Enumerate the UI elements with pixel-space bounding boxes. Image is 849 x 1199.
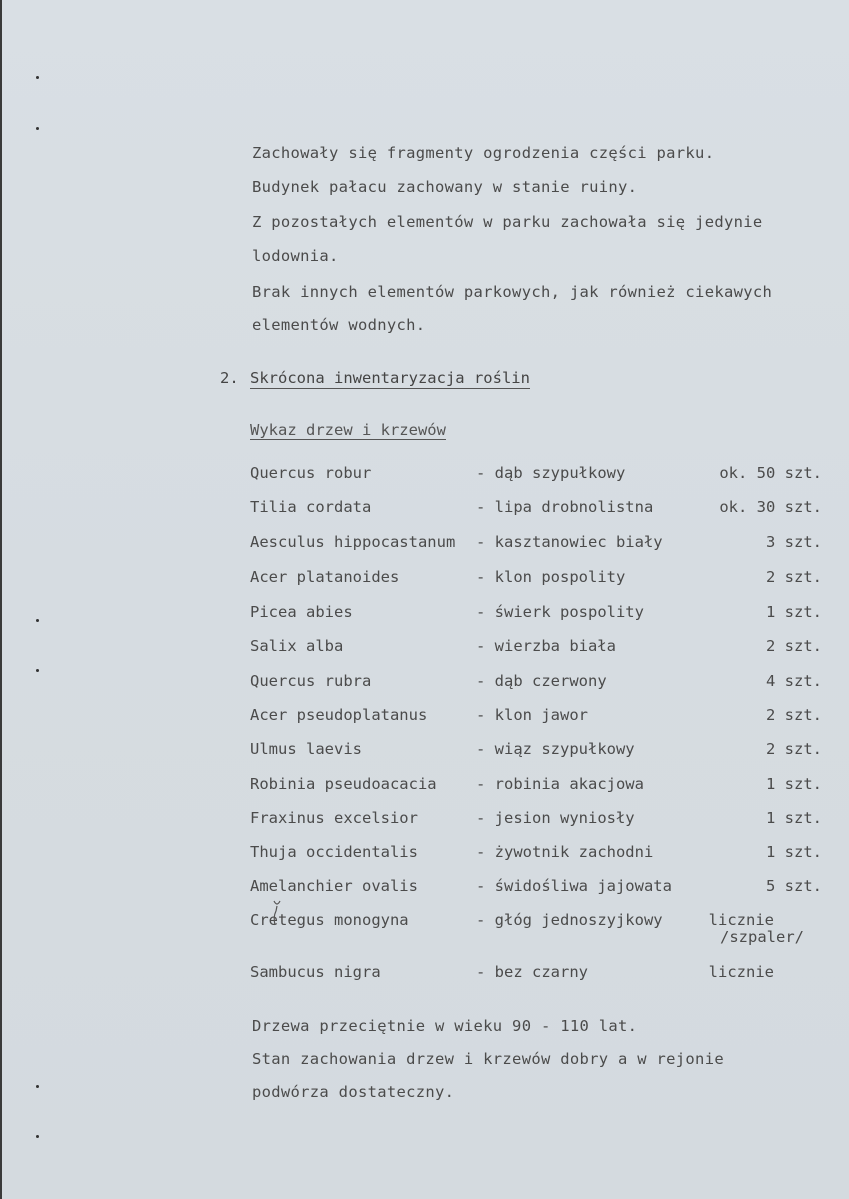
plant-quantity: 2 szt. [766, 637, 822, 655]
plant-latin-name: Picea abies [250, 603, 353, 621]
plant-polish-name: - głóg jednoszyjkowy [476, 911, 663, 929]
plant-latin-name: Ulmus laevis [250, 740, 362, 758]
plant-polish-name: - kasztanowiec biały [476, 533, 663, 551]
plant-row [250, 568, 830, 590]
plant-latin-name: Quercus rubra [250, 672, 372, 690]
plant-latin-name: Sambucus nigra [250, 963, 381, 981]
plant-latin-name: Robinia pseudoacacia [250, 775, 437, 793]
plant-row [250, 963, 830, 985]
plant-row [250, 637, 830, 659]
plant-quantity-note: /szpaler/ [720, 928, 804, 946]
plant-quantity: 2 szt. [766, 568, 822, 586]
plant-polish-name: - klon jawor [476, 706, 588, 724]
plant-latin-name: Acer pseudoplatanus [250, 706, 428, 724]
plant-quantity: ok. 30 szt. [719, 498, 822, 516]
plant-latin-name: Amelanchier ovalis [250, 877, 418, 895]
margin-mark [36, 619, 39, 622]
plant-polish-name: - dąb szypułkowy [476, 464, 626, 482]
plant-latin-name: Acer platanoides [250, 568, 400, 586]
plant-quantity: 3 szt. [766, 533, 822, 551]
plant-row [250, 775, 830, 797]
plant-latin-name: Fraxinus excelsior [250, 809, 418, 827]
plant-polish-name: - robinia akacjowa [476, 775, 644, 793]
plant-row [250, 740, 830, 762]
plant-quantity: 2 szt. [766, 740, 822, 758]
paragraph-line: elementów wodnych. [252, 316, 426, 334]
plant-row [250, 843, 830, 865]
plant-row [250, 911, 830, 951]
plant-row [250, 603, 830, 625]
plant-latin-name: Aesculus hippocastanum [250, 533, 456, 551]
plant-quantity: 1 szt. [766, 603, 822, 621]
paragraph-line: Budynek pałacu zachowany w stanie ruiny. [252, 178, 638, 196]
plant-quantity: 1 szt. [766, 775, 822, 793]
plant-polish-name: - dąb czerwony [476, 672, 607, 690]
plant-row [250, 706, 830, 728]
plant-latin-name: Quercus robur [250, 464, 372, 482]
plant-row [250, 464, 830, 486]
paragraph-line: Z pozostałych elementów w parku zachowała się jedynie [252, 213, 763, 231]
paragraph-line: lodownia. [252, 247, 339, 265]
plant-row [250, 672, 830, 694]
plant-polish-name: - lipa drobnolistna [476, 498, 654, 516]
plant-quantity: 4 szt. [766, 672, 822, 690]
plant-latin-name: Cretegus monogyna [250, 911, 409, 929]
closing-line: podwórza dostateczny. [252, 1083, 455, 1101]
section-title: Skrócona inwentaryzacja roślin [250, 369, 530, 387]
plant-polish-name: - klon pospolity [476, 568, 626, 586]
plant-quantity: licznie [708, 911, 774, 929]
plant-quantity: 1 szt. [766, 843, 822, 861]
paragraph-line: Brak innych elementów parkowych, jak również ciekawych [252, 283, 773, 301]
margin-mark [36, 669, 39, 672]
plant-polish-name: - świdośliwa jajowata [476, 877, 672, 895]
plant-polish-name: - żywotnik zachodni [476, 843, 654, 861]
plant-row [250, 809, 830, 831]
plant-polish-name: - wierzba biała [476, 637, 616, 655]
margin-mark [36, 1085, 39, 1088]
plant-latin-name: Salix alba [250, 637, 344, 655]
margin-mark [36, 127, 39, 130]
plant-latin-name: Thuja occidentalis [250, 843, 418, 861]
list-title: Wykaz drzew i krzewów [250, 421, 446, 439]
closing-line: Stan zachowania drzew i krzewów dobry a w rejonie [252, 1050, 724, 1068]
plant-row [250, 533, 830, 555]
margin-mark [36, 76, 39, 79]
plant-quantity: 1 szt. [766, 809, 822, 827]
plant-quantity: 2 szt. [766, 706, 822, 724]
plant-row [250, 498, 830, 520]
paragraph-line: Zachowały się fragmenty ogrodzenia części parku. [252, 144, 715, 162]
margin-mark [36, 1135, 39, 1138]
closing-line: Drzewa przeciętnie w wieku 90 - 110 lat. [252, 1017, 638, 1035]
handwritten-correction-mark [270, 897, 284, 927]
section-number: 2. [220, 369, 239, 387]
plant-polish-name: - świerk pospolity [476, 603, 644, 621]
plant-row [250, 877, 830, 899]
plant-quantity: licznie [708, 963, 774, 981]
plant-polish-name: - jesion wyniosły [476, 809, 635, 827]
plant-polish-name: - bez czarny [476, 963, 588, 981]
plant-latin-name: Tilia cordata [250, 498, 372, 516]
plant-quantity: ok. 50 szt. [719, 464, 822, 482]
plant-polish-name: - wiąz szypułkowy [476, 740, 635, 758]
plant-quantity: 5 szt. [766, 877, 822, 895]
